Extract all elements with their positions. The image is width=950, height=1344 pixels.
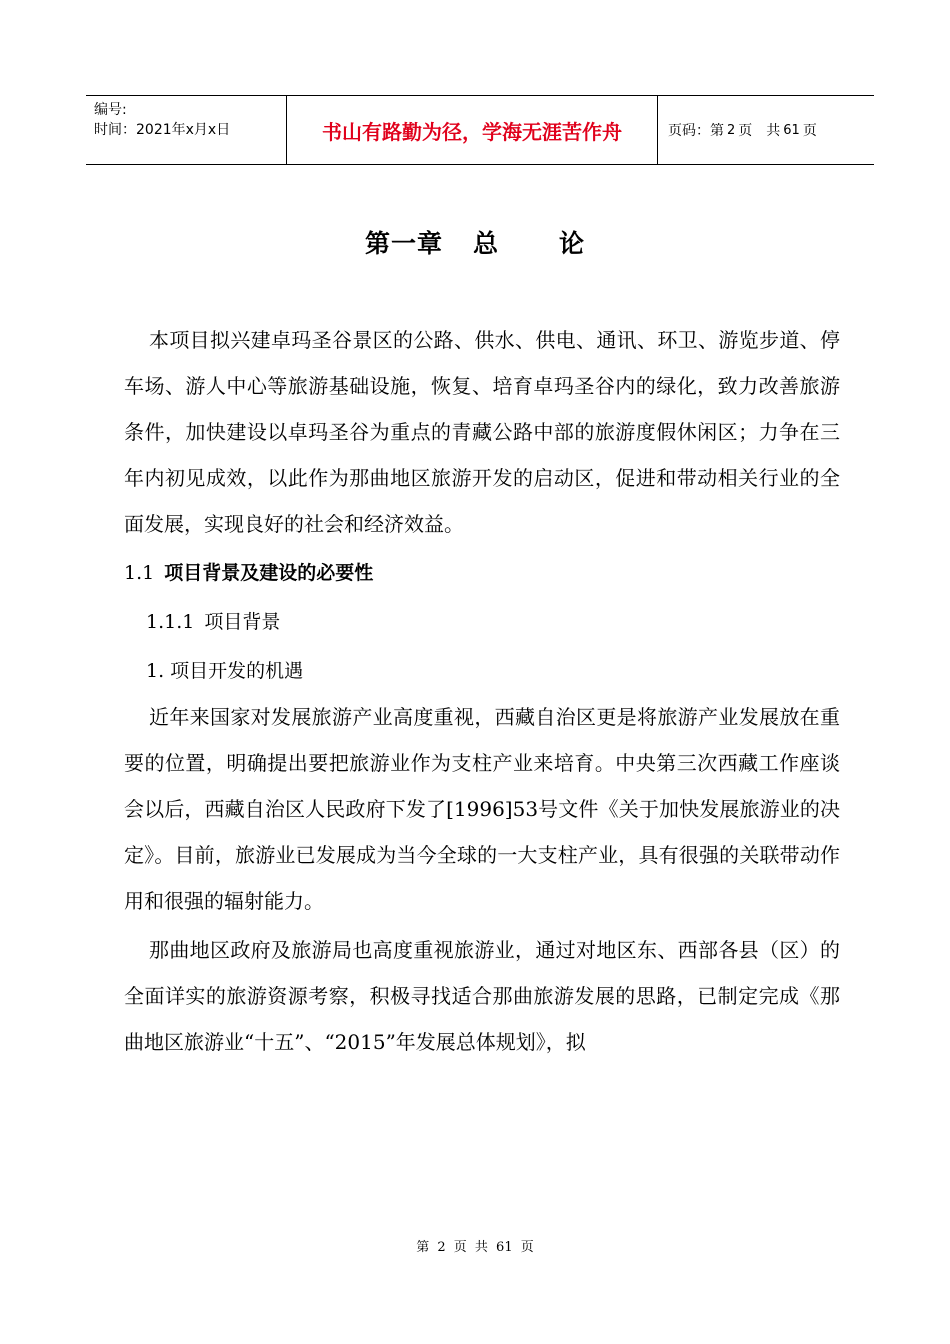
page-prefix: 页码：第	[668, 123, 724, 139]
date-label: 时间：2021年x月x日	[94, 122, 231, 138]
document-body	[124, 317, 840, 1065]
page-footer: 第 2 页 共 61 页	[416, 1240, 534, 1255]
code-label: 编号:	[94, 102, 127, 118]
body-paragraph-1: 近年来国家对发展旅游产业高度重视，西藏自治区更是将旅游产业发展放在重要的位置，明确提出要把旅游业作为支柱产业来培育。中央第三次西藏工作座谈会以后，西藏自治区人民政府下发了[1996]53号文件《关于加快发展旅游业的决定》。目前，旅游业已发展成为当今全球的一大支柱产业，具有很强的关联带动作用和很强的辐射能力。	[124, 705, 840, 913]
page-suffix: 页	[802, 123, 817, 139]
chapter-title	[0, 224, 950, 260]
intro-paragraph: 本项目拟兴建卓玛圣谷景区的公路、供水、供电、通讯、环卫、游览步道、停车场、游人中心等旅游基础设施，恢复、培育卓玛圣谷内的绿化，致力改善旅游条件，加快建设以卓玛圣谷为重点的青藏公路中部的旅游度假休闲区；力争在三年内初见成效，以此作为那曲地区旅游开发的启动区，促进和带动相关行业的全面发展，实现良好的社会和经济效益。	[124, 328, 840, 536]
page-mid: 页 共	[738, 123, 781, 139]
section-number: 1.1	[124, 562, 155, 584]
subsection-title: 项目背景	[204, 611, 281, 633]
page-indicator	[658, 96, 874, 164]
subsection-heading	[124, 599, 840, 645]
page-current: 2	[727, 122, 736, 138]
section-title: 项目背景及建设的必要性	[164, 562, 374, 584]
section-heading	[124, 550, 840, 596]
page-total: 61	[783, 122, 800, 138]
item-heading: 1. 项目开发的机遇	[146, 660, 304, 682]
chapter-word-1: 总	[472, 229, 499, 258]
chapter-number: 第一章	[364, 229, 443, 258]
subsection-number: 1.1.1	[146, 611, 195, 633]
chapter-word-2: 论	[559, 229, 586, 258]
header-table	[86, 95, 874, 165]
motto: 书山有路勤为径，学海无涯苦作舟	[286, 96, 658, 164]
body-paragraph-2: 那曲地区政府及旅游局也高度重视旅游业，通过对地区东、西部各县（区）的全面详实的旅游资源考察，积极寻找适合那曲旅游发展的思路，已制定完成《那曲地区旅游业“十五”、“2015”年发展总体规划》，拟	[124, 938, 840, 1054]
header-meta	[86, 96, 286, 164]
